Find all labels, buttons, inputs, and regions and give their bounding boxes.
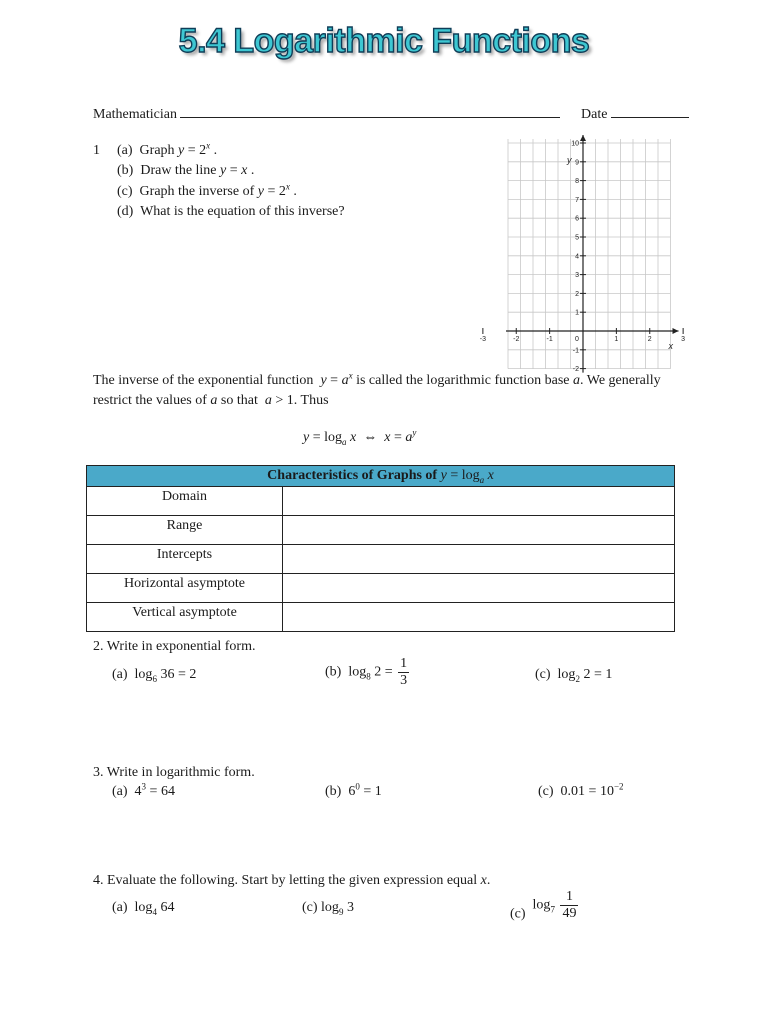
y-tick-label: -1 xyxy=(572,347,579,355)
q1-part-a: (a) Graph $y = 2^x$ . xyxy=(117,140,218,158)
q4-part-c1: (c) $\log_9 3$ xyxy=(302,900,354,917)
q2-part-b: (b) $\log_8 2$ = $\frac{1}{3}$ xyxy=(325,656,408,688)
x-axis-arrow xyxy=(673,328,679,334)
row-label-vertical-asymptote: Vertical asymptote xyxy=(87,603,283,632)
coordinate-grid[interactable] xyxy=(479,132,686,374)
answer-cell[interactable] xyxy=(283,574,675,603)
y-tick-label: 6 xyxy=(575,215,579,223)
q3-part-c: (c) $0.01 = 10^{-2}$ xyxy=(538,781,624,799)
y-tick-label: 5 xyxy=(575,234,579,242)
fraction: $\frac{1}{3}$ xyxy=(400,656,408,688)
x-tick-label: -3 xyxy=(479,336,486,343)
x-tick-label: 2 xyxy=(647,336,652,343)
y-tick-label: 4 xyxy=(575,253,579,261)
date-blank[interactable] xyxy=(611,105,689,118)
q3-heading: 3. Write in logarithmic form. xyxy=(93,765,255,780)
y-axis-label: y xyxy=(567,155,572,165)
row-label-domain: Domain xyxy=(87,487,283,516)
row-label-range: Range xyxy=(87,516,283,545)
q3-part-a: (a) $4^3 = 64$ xyxy=(112,781,175,799)
q1-part-d: (d) What is the equation of this inverse? xyxy=(117,204,345,219)
y-tick-label: 8 xyxy=(575,178,579,186)
fraction: $\frac{1}{49}$ xyxy=(562,889,577,921)
x-axis-label: x xyxy=(668,341,673,351)
answer-cell[interactable] xyxy=(283,545,675,574)
answer-cell[interactable] xyxy=(283,487,675,516)
mathematician-label: Mathematician xyxy=(93,107,177,122)
table-row xyxy=(87,603,675,632)
y-tick-label: -2 xyxy=(572,366,579,374)
intro-line-1: The inverse of the exponential function $y = a^x$ is called the logarithmic function base a. We generally xyxy=(93,370,661,388)
page-title: 5.4 Logarithmic Functions xyxy=(178,22,590,60)
x-tick-label: -2 xyxy=(513,336,520,343)
x-tick-label: -1 xyxy=(546,336,553,343)
q4-part-c2: (c) $\log_7$ $\frac{1}{49}$ xyxy=(510,889,577,922)
row-label-intercepts: Intercepts xyxy=(87,545,283,574)
mathematician-field[interactable] xyxy=(93,105,560,123)
y-tick-label: 9 xyxy=(575,159,579,167)
y-tick-label: 3 xyxy=(575,272,579,280)
definition-equation: $y = \log_a x$ ⇔ $x = a^y$ xyxy=(303,427,417,447)
table-row xyxy=(87,487,675,516)
q2-part-c: (c) $\log_2 2 = 1$ xyxy=(535,667,613,684)
q2-heading: 2. Write in exponential form. xyxy=(93,639,256,654)
y-tick-label: 2 xyxy=(575,290,579,298)
date-label: Date xyxy=(581,107,608,122)
date-field[interactable] xyxy=(581,105,689,123)
mathematician-blank[interactable] xyxy=(180,105,560,118)
x-tick-label: 0 xyxy=(575,336,579,343)
q3-part-b: (b) $6^0 = 1$ xyxy=(325,781,382,799)
x-tick-label: 1 xyxy=(614,336,619,343)
q1-part-c: (c) Graph the inverse of $y = 2^x$ . xyxy=(117,181,297,199)
table-row xyxy=(87,516,675,545)
q4-heading: 4. Evaluate the following. Start by letting the given expression equal x. xyxy=(93,873,491,888)
q4-part-a: (a) $\log_4 64$ xyxy=(112,900,175,917)
q2-part-a: (a) $\log_6 36 = 2$ xyxy=(112,667,197,684)
row-label-horizontal-asymptote: Horizontal asymptote xyxy=(87,574,283,603)
x-tick-label: 3 xyxy=(681,336,686,343)
answer-cell[interactable] xyxy=(283,603,675,632)
y-tick-label: 1 xyxy=(575,309,579,317)
characteristics-table xyxy=(86,465,675,632)
answer-cell[interactable] xyxy=(283,516,675,545)
q1-number: 1 xyxy=(93,143,100,158)
y-tick-label: 7 xyxy=(575,196,579,204)
table-row xyxy=(87,545,675,574)
y-tick-label: 10 xyxy=(571,140,579,148)
intro-line-2: restrict the values of a so that a > 1. Thus xyxy=(93,393,329,408)
table-row xyxy=(87,574,675,603)
q1-part-b: (b) Draw the line y = x . xyxy=(117,163,255,178)
y-axis-arrow xyxy=(580,135,586,141)
table-header: Characteristics of Graphs of $y = \log_a x$ xyxy=(87,466,675,487)
